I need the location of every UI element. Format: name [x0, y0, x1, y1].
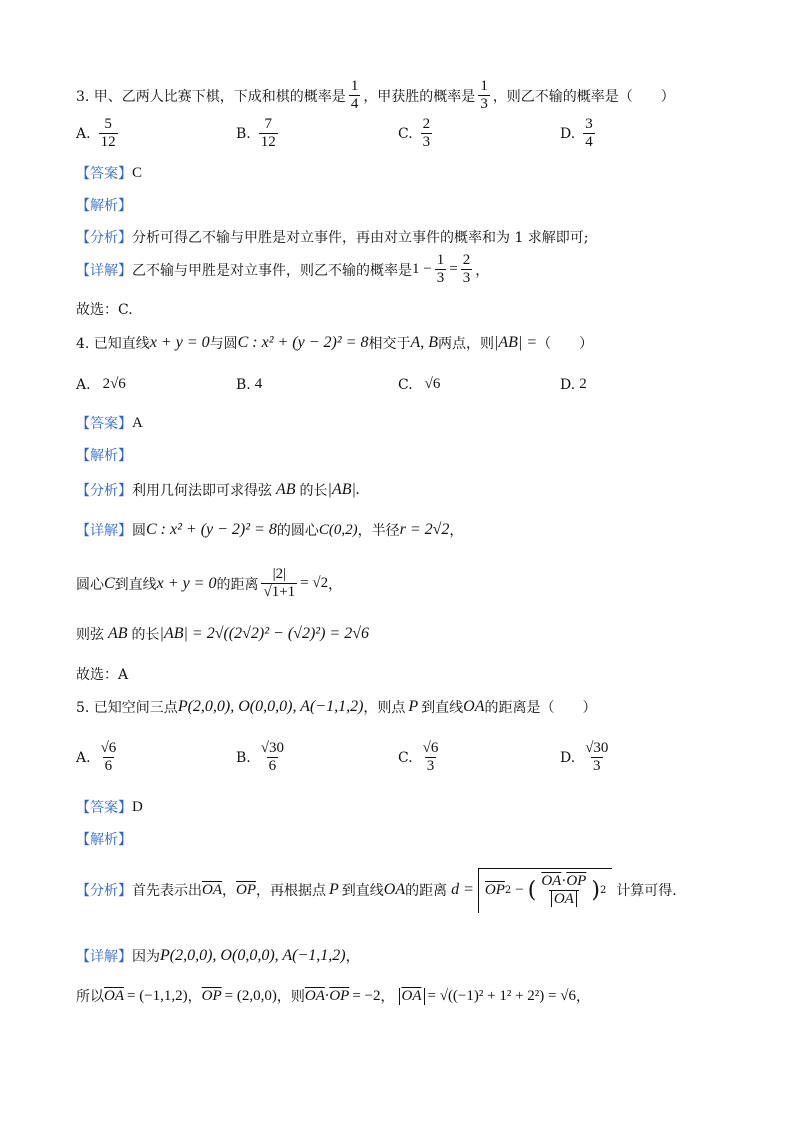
fenxi-tag: 【分析】: [76, 883, 132, 900]
points-ab: A, B: [410, 334, 438, 351]
frac-den: √1+1: [263, 584, 296, 601]
q4-option-b: [236, 376, 262, 393]
option-label: C.: [398, 376, 413, 393]
fenxi-sep: ，: [222, 883, 236, 900]
frac-num: 2: [422, 116, 431, 132]
option-label: C.: [398, 749, 413, 766]
chord-length: |AB|.: [327, 481, 360, 498]
choose-text: 故选：C.: [76, 302, 133, 318]
frac-den: 3: [593, 758, 601, 775]
xiangjie-text: 圆心: [76, 576, 104, 593]
line-equation: x + y = 0: [149, 334, 210, 351]
xiangjie-text: ，: [187, 989, 202, 1005]
q3-frac-draw: [349, 78, 361, 114]
q3-answer: [76, 163, 142, 183]
points-poa: P(2,0,0), O(0,0,0), A(−1,1,2): [177, 698, 364, 715]
q4-analysis-heading: [76, 445, 132, 465]
fenxi-text-a: 首先表示出: [132, 883, 202, 900]
xiangjie-text: ，半径: [357, 523, 400, 539]
chord-name: AB: [108, 625, 128, 642]
q4-choose: [76, 664, 128, 684]
vector-oa-norm: = √((−1)² + 1² + 2²) = √6: [427, 987, 576, 1004]
xiangjie-text: 的圆心: [276, 523, 319, 539]
q3-option-c: [398, 116, 435, 152]
option-value: 2√6: [102, 376, 126, 392]
xiangjie-text: ，: [328, 576, 343, 593]
frac-num: 7: [264, 116, 272, 132]
chord-name: AB: [276, 481, 296, 498]
answer-value: A: [132, 414, 143, 431]
answer-value: C: [132, 164, 143, 181]
q5-fenxi: [76, 868, 677, 913]
xiangjie-text: 所以: [76, 989, 104, 1005]
fenxi-text-a: 利用几何法即可求得弦: [132, 483, 272, 499]
xiangjie-frac-2: [461, 252, 473, 288]
q5-stem-text-d: 的距离是（ ）: [484, 700, 597, 716]
q4-fenxi: [76, 480, 360, 500]
fenxi-text-b: 的长: [299, 483, 328, 499]
q5-xiangjie-2: 所以 $\overline{OA}$ = (−1,1,2) ， $\overline{OP}$ = (2,0,0) ，则 $\overline{OA}$ · $\overline{OP}$ = −2 ， $\overline{OA}$ = √((−1)² + 1² + 2²) = √6 ，: [76, 987, 590, 1005]
circle-equation: C : x² + (y − 2)² = 8: [237, 334, 369, 351]
frac-num: √30: [260, 740, 284, 756]
q3-option-d: [560, 116, 598, 152]
q5-option-b: [236, 740, 289, 776]
xiangjie-text: ，则: [276, 989, 305, 1005]
dot-product-value: = −2: [352, 987, 381, 1004]
xiangjie-text: 乙不输与甲胜是对立事件，则乙不输的概率是: [132, 262, 412, 279]
line-oa: OA: [463, 698, 485, 715]
projection-frac: $\frac{\overline{OA}\cdot\overline{OP}}{OA}$: [541, 873, 587, 908]
q3-option-a: [76, 116, 121, 152]
vector-oa: $\overline{OA}$: [304, 987, 325, 1004]
fenxi-tag: 【分析】: [76, 483, 132, 499]
fenxi-text-e: 计算可得.: [616, 883, 677, 900]
distance-symbol: d =: [451, 881, 474, 899]
vector-oa-value: = (−1,1,2): [127, 987, 188, 1004]
fenxi-text-d: 的距离: [405, 883, 448, 900]
q5-analysis-heading: [76, 829, 132, 849]
q5-answer: [76, 797, 143, 817]
q3-stem: [76, 78, 675, 114]
vector-oa: $\overline{OA}$: [401, 987, 422, 1004]
vector-oa: $\overline{OA}$: [202, 881, 222, 898]
xiangjie-text: 到直线: [114, 576, 157, 593]
frac-num: 3: [585, 116, 593, 132]
q4-stem-text-a: 4. 已知直线: [76, 336, 150, 352]
chord-length-calc: |AB| = 2√((2√2)² − (√2)²) = 2√6: [159, 625, 369, 642]
q3-option-b: [236, 116, 281, 152]
frac-den: 3: [480, 96, 488, 113]
xiangjie-end: ，: [475, 262, 490, 279]
xiangjie-text: 的距离: [216, 576, 259, 593]
q4-stem-text-c: 相交于: [368, 336, 411, 352]
point-p: P: [408, 698, 419, 715]
q4-option-c: [398, 376, 440, 393]
vector-oa: $\overline{OA}$: [104, 987, 124, 1004]
option-label: C.: [398, 125, 413, 142]
xiangjie-text: ，: [345, 949, 360, 965]
xiangjie-tag: 【详解】: [76, 262, 132, 279]
vector-op: $\overline{OP}$: [484, 882, 505, 899]
q3-frac-win: [478, 78, 490, 114]
vector-op-value: = (2,0,0): [224, 987, 277, 1004]
fenxi-text: 分析可得乙不输与甲胜是对立事件，再由对立事件的概率和为 1 求解即可;: [132, 230, 589, 246]
q3-fenxi: [76, 227, 589, 247]
xiangjie-frac-1: [435, 252, 447, 288]
q5-option-a: [76, 740, 121, 776]
xiangjie-text: ，: [380, 989, 395, 1005]
frac-num: 1: [436, 252, 445, 268]
frac-num: √6: [100, 740, 117, 756]
distance-frac: [261, 566, 297, 602]
point-p: P: [329, 881, 339, 899]
q5-option-c: [398, 740, 443, 776]
xiangjie-text: ，: [449, 523, 464, 539]
q3-choose: [76, 299, 133, 319]
frac-den: 6: [268, 758, 277, 775]
xiangjie-text: 因为: [132, 949, 160, 965]
option-label: B.: [236, 125, 251, 142]
analysis-tag: 【解析】: [76, 448, 132, 464]
frac-den: 4: [350, 96, 359, 113]
frac-den: 4: [585, 134, 593, 151]
center-name: C: [104, 574, 115, 592]
q5-stem-text-a: 5. 已知空间三点: [76, 700, 178, 716]
xiangjie-text: 的长: [131, 627, 160, 643]
distance-value: = √2: [300, 575, 329, 592]
option-frac: [583, 116, 595, 152]
xiangjie-tag: 【详解】: [76, 949, 132, 965]
answer-tag: 【答案】: [76, 166, 132, 182]
q5-stem-text-c: 到直线: [421, 700, 464, 716]
xiangjie-text: 则弦: [76, 627, 104, 643]
line-oa: OA: [383, 881, 406, 899]
vector-oa: OA: [553, 891, 574, 908]
points-poa: P(2,0,0), O(0,0,0), A(−1,1,2): [160, 947, 346, 964]
q4-option-d: [560, 376, 587, 393]
chord-length: |AB| =: [494, 334, 538, 351]
q4-stem: [76, 333, 593, 353]
frac-den: 3: [422, 134, 431, 151]
frac-num: 1: [350, 78, 359, 94]
q4-xiangjie-1: [76, 520, 463, 540]
frac-den: 12: [100, 134, 116, 151]
circle-equation: C : x² + (y − 2)² = 8: [146, 521, 277, 538]
q3-stem-text-b: ，甲获胜的概率是: [363, 88, 476, 105]
option-frac: [421, 740, 441, 776]
option-label: B.: [236, 749, 251, 766]
q3-stem-text-c: ，则乙不输的概率是（ ）: [492, 88, 675, 105]
q5-stem: [76, 697, 597, 717]
option-label: A.: [76, 125, 91, 142]
option-label: B.: [236, 376, 251, 393]
q3-xiangjie: [76, 252, 489, 288]
circle-center: C(0,2): [318, 521, 358, 538]
radius-value: r = 2√2: [399, 521, 450, 538]
frac-den: 12: [260, 134, 276, 151]
line-equation: x + y = 0: [156, 574, 217, 592]
option-label: D.: [560, 376, 576, 393]
fenxi-tag: 【分析】: [76, 230, 132, 246]
option-frac: [583, 740, 610, 776]
frac-den: 3: [426, 758, 435, 775]
vector-op: $\overline{OP}$: [201, 987, 222, 1004]
option-frac: [259, 116, 278, 152]
frac-den: 6: [104, 758, 113, 775]
distance-formula: $\overline{OP}$ 2 − ( $\frac{\overline{OA}\cdot\overline{OP}}{OA}$ ) 2: [478, 868, 612, 913]
xiangjie-expr: 1 −: [412, 261, 432, 278]
option-frac: [259, 740, 286, 776]
xiangjie-tag: 【详解】: [76, 523, 132, 539]
vector-op: $\overline{OP}$: [236, 881, 256, 898]
analysis-tag: 【解析】: [76, 832, 132, 848]
q4-stem-text-b: 与圆: [209, 336, 238, 352]
vector-oa: $\overline{OA}$: [541, 873, 562, 889]
frac-den: 3: [436, 270, 445, 287]
q5-option-d: [560, 740, 613, 776]
q4-answer: [76, 413, 143, 433]
answer-tag: 【答案】: [76, 416, 132, 432]
frac-num: √6: [422, 740, 439, 756]
option-label: D.: [560, 125, 576, 142]
option-frac: [99, 116, 118, 152]
option-frac: [99, 740, 119, 776]
option-value: √6: [424, 376, 441, 392]
q5-stem-text-b: ，则点: [363, 700, 406, 716]
q4-stem-text-e: （ ）: [537, 336, 594, 352]
frac-num: 2: [462, 252, 471, 268]
frac-den: 3: [462, 270, 471, 287]
answer-value: D: [132, 798, 143, 815]
option-label: A.: [76, 749, 91, 766]
frac-num: |2|: [272, 566, 287, 582]
frac-num: √30: [585, 740, 609, 756]
analysis-tag: 【解析】: [76, 198, 132, 214]
q3-analysis-heading: [76, 195, 132, 215]
xiangjie-text: ，: [575, 989, 590, 1005]
xiangjie-text: 圆: [132, 523, 146, 539]
option-value: 2: [579, 376, 587, 392]
vector-op: $\overline{OP}$: [329, 987, 350, 1004]
option-frac: [421, 116, 433, 152]
q3-stem-text-a: 3. 甲、乙两人比赛下棋，下成和棋的概率是: [76, 88, 346, 105]
choose-text: 故选：A: [76, 667, 129, 683]
vector-op: $\overline{OP}$: [566, 873, 587, 889]
q4-xiangjie-2: [76, 566, 342, 602]
option-value: 4: [254, 376, 263, 392]
q4-option-a: [76, 376, 126, 393]
q4-stem-text-d: 两点，则: [438, 336, 494, 352]
option-label: D.: [560, 749, 576, 766]
option-label: A.: [76, 376, 91, 393]
frac-num: 5: [104, 116, 112, 132]
equals-sign: =: [449, 261, 458, 278]
frac-num: 1: [480, 78, 488, 94]
fenxi-text-b: ，再根据点: [256, 883, 326, 900]
answer-tag: 【答案】: [76, 800, 132, 816]
q4-xiangjie-3: [76, 624, 369, 644]
q5-xiangjie-1: [76, 946, 360, 966]
fenxi-text-c: 到直线: [341, 883, 384, 900]
